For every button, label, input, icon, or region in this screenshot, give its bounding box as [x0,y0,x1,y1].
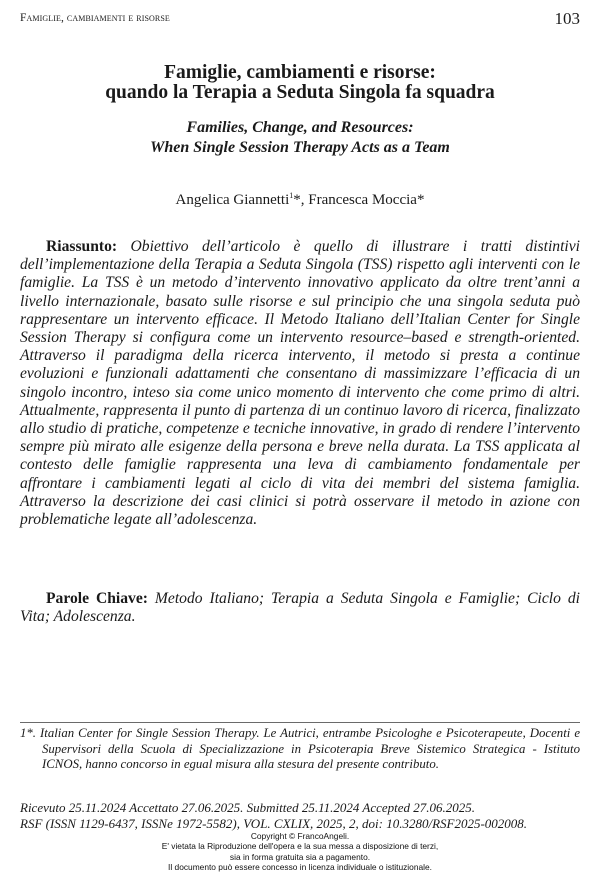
author-1-affiliation-mark: 1 [289,191,294,200]
author-list [0,191,600,209]
title-italian-line2: quando la Terapia a Seduta Singola fa squadra [105,82,495,103]
submission-dates: Ricevuto 25.11.2024 Accettato 27.06.2025. Submitted 25.11.2024 Accepted 27.06.2025. [20,800,476,815]
author-1-asterisk: * [293,192,301,208]
page-number: 103 [554,9,580,28]
copyright-line-1: Copyright © FrancoAngeli. [250,831,350,841]
running-head: Famiglie, cambiamenti e risorse [20,12,170,24]
copyright-line-3: sia in forma gratuita sia a pagamento. [229,851,371,862]
abstract [20,238,580,529]
author-2-name: Francesca Moccia [308,192,417,208]
footnote-text: Italian Center for Single Session Therapy. Le Autrici, entrambe Psicologhe e Psicoterapeute, Docenti e Supervisori della Scuola di Specializzazione in Psicoterapia Breve Sistemico Strategica - Istituto ICNOS, hanno concorso in egual misura alla stesura del presente contributo. [40,726,581,772]
keywords-text: Metodo Italiano; Terapia a Seduta Singola e Famiglie; Ciclo di Vita; Adolescenza. [20,590,580,626]
keywords-label: Parole Chiave: [46,590,148,607]
author-separator: , [300,192,309,208]
article-title-italian [0,63,600,103]
title-english-line1: Families, Change, and Resources: [186,119,414,136]
abstract-text: Obiettivo dell’articolo è quello di illustrare i tratti distintivi dell’implementazione della Terapia a Seduta Singola (TSS) rispetto agli interventi con le famiglie. La TSS è un metodo d’intervento innovativo applicato da oltre trent’anni a livello internazionale, basato sulle risorse e sul principio che una singola seduta può rappresentare un intervento efficace. Il Metodo Italiano dell’Italian Center for Single Session Therapy si configura come un intervento resource–based e strength-oriented. Attraverso il paradigma della ricerca intervento, il metodo si presta a continue evoluzioni e funzionali adattamenti che consentano di massimizzare l’efficacia di un singolo incontro, inteso sia come unico momento di intervento che come primo di altri. Attualmente, rappresenta il punto di partenza di un continuo lavoro di ricerca, finalizzato allo studio di pratiche, competenze e tecniche innovative, in grado di rendere l’intervento sempre più mirato alle esigenze della persona e breve nella durata. La TSS applicata al contesto delle famiglie rappresenta una leva di cambiamento fondamentale per affrontare i cambiamenti legati al ciclo di vita dei membri del sistema famiglia. Attraverso la descrizione dei casi clinici si potrà osservare il metodo in azione con problematiche legate all’adolescenza. [20,238,580,529]
abstract-label: Riassunto: [46,238,118,255]
copyright-notice [0,831,600,873]
footnote-divider [20,722,580,723]
title-english-line2: When Single Session Therapy Acts as a Team [150,139,450,156]
author-2-asterisk: * [416,192,425,208]
footnote [20,726,580,773]
copyright-line-2: E' vietata la Riproduzione dell'opera e la sua messa a disposizione di terzi, [161,841,439,852]
keywords [20,590,580,626]
title-italian-line1: Famiglie, cambiamenti e risorse: [164,62,436,83]
publication-info [20,800,580,832]
article-title-english [0,118,600,158]
journal-citation: RSF (ISSN 1129-6437, ISSNe 1972-5582), VOL. CXLIX, 2025, 2, doi: 10.3280/RSF2025-002008. [20,816,528,831]
author-1-name: Angelica Giannetti [175,192,290,208]
copyright-line-4: Il documento può essere concesso in licenza individuale o istituzionale. [168,862,432,873]
footnote-marker: 1*. [20,726,36,740]
